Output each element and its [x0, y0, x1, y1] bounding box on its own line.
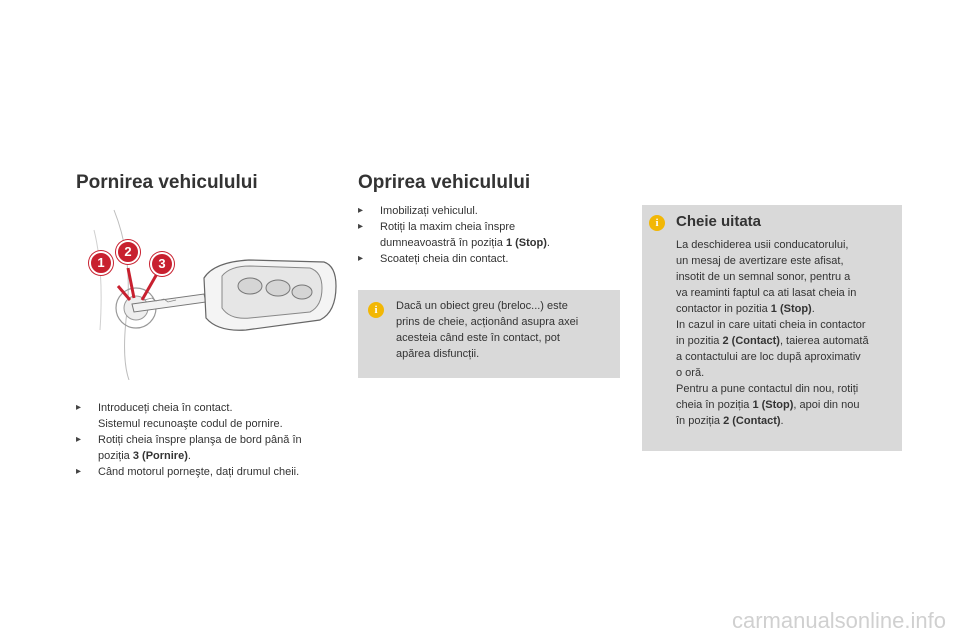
stop-steps-list [358, 203, 628, 267]
list-item: ▸ Rotiți la maxim cheia înspre dumneavoastră în poziția 1 (Stop). [358, 221, 550, 249]
info-icon: i [368, 302, 384, 318]
warning-note [358, 290, 620, 378]
arrow-bullet-icon: ▸ [358, 253, 364, 264]
forgotten-key-box [642, 205, 902, 451]
arrow-bullet-icon: ▸ [358, 221, 364, 232]
list-item: ▸ Imobilizați vehiculul. [358, 205, 478, 217]
note-text: Dacă un obiect greu (breloc...) este prins de cheie, acționând asupra axei acesteia când este în contact, pot apărea disfuncții. [396, 300, 579, 360]
info-icon: i [649, 215, 665, 231]
callout-1: 1 [89, 251, 113, 275]
arrow-bullet-icon: ▸ [76, 402, 82, 413]
callout-3: 3 [150, 252, 174, 276]
forgotten-key-text: La deschiderea usii conducatorului, un mesaj de avertizare este afisat, insotit de un semnal sonor, pentru a va reaminti faptul ca ati lasat cheia in contactor in pozitia 1 (Stop). In cazul in care uitati cheia in contactor in pozitia 2 (Contact), taierea automată a contactului are loc după aproximativ o oră. Pentru a pune contactul din nou, rotiți cheia în poziția 1 (Stop), apoi din nou în poziția 2 (Contact). [676, 239, 869, 427]
callout-2: 2 [116, 240, 140, 264]
section-title-start: Pornirea vehiculului [76, 172, 258, 193]
list-item: ▸ Rotiți cheia înspre planşa de bord până în poziția 3 (Pornire). [76, 434, 302, 462]
list-item: ▸ Când motorul porneşte, dați drumul cheii. [76, 466, 300, 478]
watermark-text: carmanualsonline.info [731, 608, 946, 633]
arrow-bullet-icon: ▸ [358, 205, 364, 216]
section-title-stop: Oprirea vehiculului [358, 172, 531, 193]
arrow-bullet-icon: ▸ [76, 434, 82, 445]
forgotten-key-title: Cheie uitata [676, 213, 762, 230]
arrow-bullet-icon: ▸ [76, 466, 82, 477]
start-steps-list [76, 400, 346, 480]
list-item: ▸ Introduceți cheia în contact. Sistemul recunoaşte codul de pornire. [76, 402, 283, 430]
list-item: ▸ Scoateți cheia din contact. [358, 253, 509, 265]
ignition-key-illustration [74, 200, 344, 380]
